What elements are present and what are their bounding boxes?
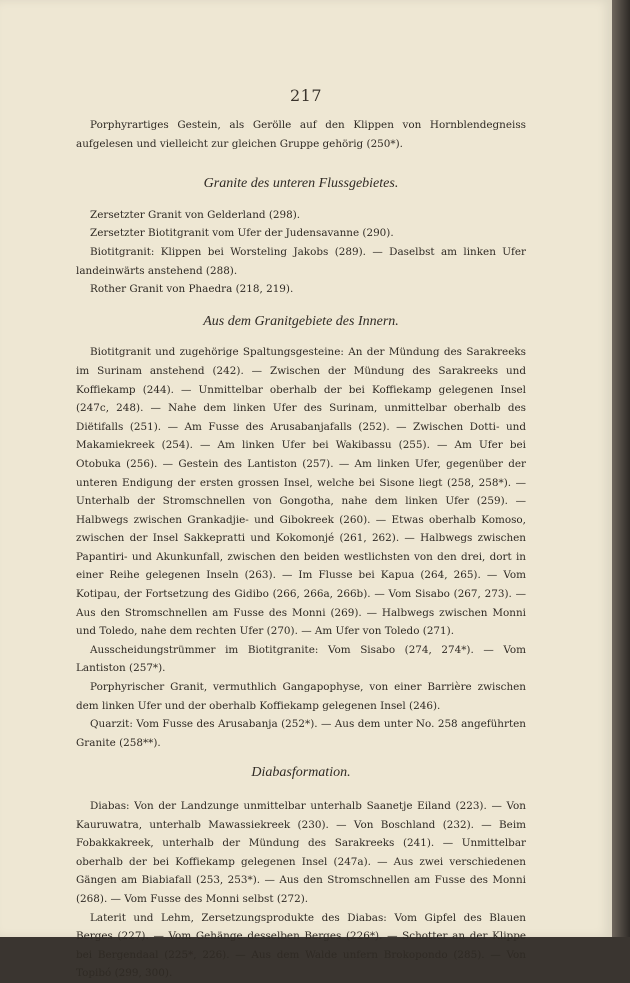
section-paragraph: Laterit und Lehm, Zersetzungsprodukte des Diabas: Vom Gipfel des Blauen Berges (227). — Vom Gehänge desselben Berges (226*). — Schotter an der Klippe bei Bergendaal (225*, 226). — Aus dem Walde unfern Brokopondo (285). — Von Topibó (299, 300). [76, 911, 526, 980]
intro-paragraph: Porphyrartiges Gestein, als Gerölle auf den Klippen von Hornblendegneiss aufgelesen und vielleicht zur gleichen Gruppe gehörig (250*). [76, 119, 526, 150]
section-paragraph: Biotitgranit: Klippen bei Worsteling Jakobs (289). — Daselbst am linken Ufer landeinwärts anstehend (288). [76, 245, 526, 277]
page-body [76, 116, 526, 983]
section-heading-diabas: Diabasformation. [251, 765, 351, 781]
section-paragraph: Quarzit: Vom Fusse des Arusabanja (252*). — Aus dem unter No. 258 angeführten Granite (258**). [76, 718, 526, 749]
section-heading-granite-interior: Aus dem Granitgebiete des Innern. [203, 313, 399, 329]
section-paragraph: Porphyrischer Granit, vermuthlich Gangapophyse, von einer Barrière zwischen dem linken Ufer und der oberhalb Koffiekamp gelegenen Insel (246). [76, 681, 526, 712]
section-heading-granite-lower: Granite des unteren Flussgebietes. [203, 176, 399, 192]
section-paragraph: Diabas: Von der Landzunge unmittelbar unterhalb Saanetje Eiland (223). — Von Kauruwatra, unterhalb Mawassiekreek (230). — Von Boschland (232). — Beim Fobakkakreek, unterhalb der Mündung des Sarakreeks (241). — Unmittelbar oberhalb der bei Koffiekamp gelegenen Insel (247a). — Aus zwei verschiedenen Gängen am Biabiafall (253, 253*). — Aus den Stromschnellen am Fusse des Monni (268). — Vom Fusse des Monni selbst (272). [76, 800, 526, 905]
section-paragraph: Ausscheidungstrümmer im Biotitgranite: Vom Sisabo (274, 274*). — Vom Lantiston (257*). [76, 643, 526, 675]
section-paragraph: Zersetzter Biotitgranit vom Ufer der Judensavanne (290). [90, 227, 394, 240]
section-paragraph: Biotitgranit und zugehörige Spaltungsgesteine: An der Mündung des Sarakreeks im Surinam anstehend (242). — Zwischen der Mündung des Sarakreeks und Koffiekamp (244). — Unmittelbar oberhalb der bei Koffiekamp gelegenen Insel (247c, 248). — Nahe dem linken Ufer des Surinam, unmittelbar oberhalb des Diëtifalls (251). — Am Fusse des Arusabanjafalls (252). — Zwischen Dotti- und Makamiekreek (254). — Am linken Ufer bei Wakibassu (255). — Am Ufer bei Otobuka (256). — Gestein des Lantiston (257). — Am linken Ufer, gegenüber der unteren Endigung der ersten grossen Insel, welche bei Sisone liegt (258, 258*). — Unterhalb der Stromschnellen von Gongotha, nahe dem linken Ufer (259). — Halbwegs zwischen Grankadjie- und Gibokreek (260). — Etwas oberhalb Komoso, zwischen der Insel Sakkepratti und Kokomonjé (261, 262). — Halbwegs zwischen Papantiri- und Akunkunfall, zwischen den beiden westlichsten von den drei, dort in einer Reihe gelegenen Inseln (263). — Im Flusse bei Kapua (264, 265). — Vom Kotipau, der Fortsetzung des Gidibo (266, 266a, 266b). — Vom Sisabo (267, 273). — Aus den Stromschnellen am Fusse des Monni (269). — Halbwegs zwischen Monni und Toledo, nahe dem rechten Ufer (270). — Am Ufer von Toledo (271). [76, 346, 526, 638]
book-spine-edge [612, 0, 630, 937]
section-paragraph: Rother Granit von Phaedra (218, 219). [90, 283, 294, 296]
page-number: 217 [289, 86, 323, 105]
section-paragraph: Zersetzter Granit von Gelderland (298). [90, 208, 301, 221]
